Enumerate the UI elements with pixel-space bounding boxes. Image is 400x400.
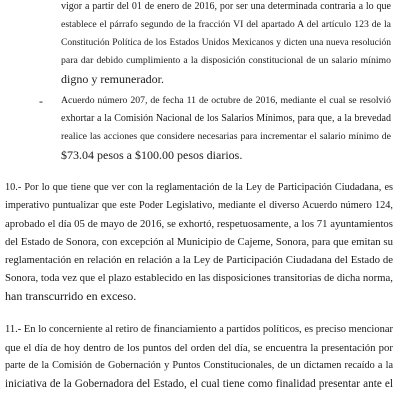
text-line: reglamentación en relación en relación a la Ley de Participación Ciudadana del Estado de (5, 254, 393, 266)
text-line: parte de la Comisión de Gobernación y Puntos Constitucionales, de un dictamen recaído a la (5, 360, 393, 371)
bullet-marker: - (39, 94, 43, 108)
text-line: digno y remunerador. (61, 72, 164, 86)
text-line: 10.- Por lo que tiene que ver con la reglamentación de la Ley de Participación Ciudadana, es (5, 182, 393, 193)
text-line: vigor a partir del 01 de enero de 2016, por ser una determinada contraria a lo que (61, 1, 391, 12)
text-line: $73.04 pesos a $100.00 pesos diarios. (61, 148, 243, 162)
text-line: han transcurrido en exceso. (5, 289, 137, 303)
text-line: realice las acciones que considere necesarias para incrementar el salario mínimo de (61, 131, 391, 142)
text-line: para dar debido cumplimiento a la disposición constitucional de un salario mínimo (61, 55, 391, 66)
text-line: 11.- En lo concerniente al retiro de financiamiento a partidos políticos, es preciso mencionar (5, 324, 393, 335)
text-line: que el día de hoy dentro de los puntos del orden del día, se encuentra la presentación por (5, 342, 393, 354)
text-line: Sonora, toda vez que el plazo establecido en las disposiciones transitorias de dicha norma, (5, 272, 393, 284)
text-line: aprobado el día 05 de mayo de 2016, se exhortó, respetuosamente, a los 71 ayuntamientos (5, 218, 393, 230)
text-line: exhortar a la Comisión Nacional de los Salarios Mínimos, para que, a la brevedad (61, 113, 391, 124)
text-line: Constitución Política de los Estados Unidos Mexicanos y dicten una nueva resolución (61, 38, 391, 48)
text-line: establece el párrafo segundo de la fracción VI del apartado A del artículo 123 de la (61, 19, 391, 30)
text-line: iniciativa de la Gobernadora del Estado, el cual tiene como finalidad presentar ante el (5, 378, 393, 390)
text-line: Acuerdo número 207, de fecha 11 de octubre de 2016, mediante el cual se resolvió (61, 95, 391, 106)
text-line: imperativo puntualizar que este Poder Legislativo, mediante el diverso Acuerdo número 124, (5, 200, 393, 211)
text-line: del Estado de Sonora, con excepción al Municipio de Cajeme, Sonora, para que emitan su (5, 236, 393, 248)
